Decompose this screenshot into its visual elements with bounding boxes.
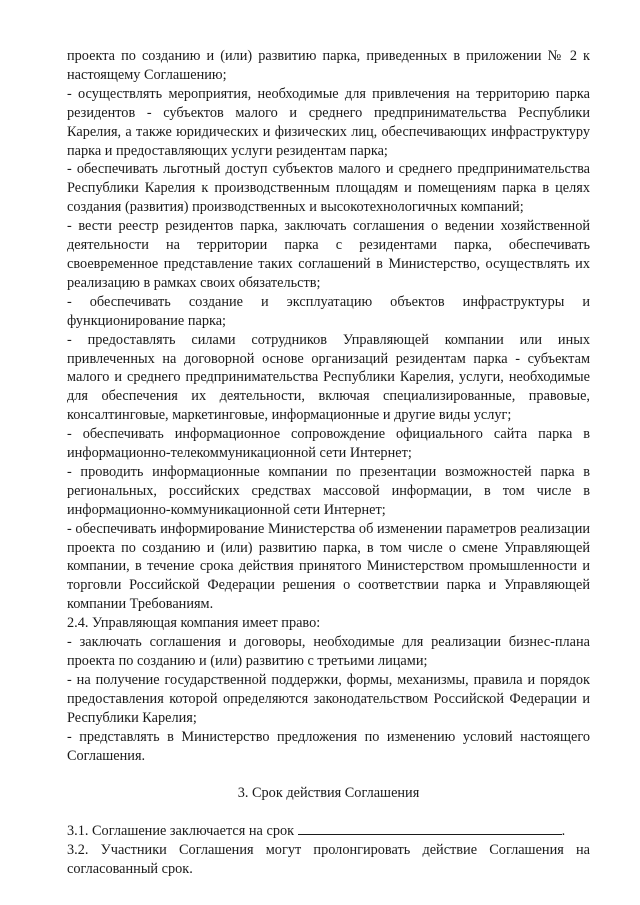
paragraph: - обеспечивать льготный доступ субъектов малого и среднего предпринимательства Республики Карелия к производственным площадям и помещениям парка в целях создания (развития) производственных и высокотехнологичных компаний; <box>67 161 590 216</box>
paragraph: - осуществлять мероприятия, необходимые для привлечения на территорию парка резидентов - субъектов малого и среднего предпринимательства Республики Карелия, а также юридических и физических лиц, обеспечивающих инфраструктуру парка и предоставляющих услуги резидентам парка; <box>67 85 590 159</box>
paragraph: проекта по созданию и (или) развитию парка, приведенных в приложении № 2 к настоящему Соглашению; <box>67 48 590 83</box>
paragraph: - заключать соглашения и договоры, необходимые для реализации бизнес-плана проекта по созданию и (или) развитию с третьими лицами; <box>67 634 590 669</box>
section-heading: 3. Срок действия Соглашения <box>237 785 420 802</box>
paragraph: - проводить информационные компании по презентации возможностей парка в региональных, российских средствах массовой информации, в том числе в информационно-коммуникационной сети Интернет; <box>67 463 590 518</box>
term-period: . <box>561 823 566 840</box>
document-page <box>67 47 590 879</box>
paragraph: 2.4. Управляющая компания имеет право: <box>67 615 321 632</box>
paragraph: - обеспечивать информационное сопровождение официального сайта парка в информационно-телекоммуникационной сети Интернет; <box>67 426 590 462</box>
paragraph: - вести реестр резидентов парка, заключать соглашения о ведении хозяйственной деятельности на территории парка с резидентами парка, обеспечивать своевременное представление таких соглашений в Министерство, осуществлять их реализацию в рамках своих обязательств; <box>67 218 590 291</box>
term-label: 3.1. Соглашение заключается на срок <box>67 823 295 840</box>
paragraph: - представлять в Министерство предложения по изменению условий настоящего Соглашения. <box>67 728 590 764</box>
paragraph: - на получение государственной поддержки, формы, механизмы, правила и порядок предоставления которой определяются законодательством Российской Федерации и Республики Карелия; <box>67 671 590 726</box>
paragraph: 3.2. Участники Соглашения могут пролонгировать действие Соглашения на согласованный срок. <box>67 842 590 878</box>
paragraph: - обеспечивать информирование Министерства об изменении параметров реализации проекта по созданию и (или) развитию парка, в том числе о смене Управляющей компании, в течение срока действия принятого Министерством промышленности и торговли Российской Федерации решения о соответствии парка и Управляющей компании Требованиям. <box>67 520 590 613</box>
paragraph: - обеспечивать создание и эксплуатацию объектов инфраструктуры и функционирование парка; <box>67 293 590 329</box>
term-blank-line <box>298 822 562 835</box>
paragraph: - предоставлять силами сотрудников Управляющей компании или иных привлеченных на договорной основе организаций резидентам парка - субъектам малого и среднего предпринимательства Республики Карелия, услуги, необходимые для обеспечения их деятельности, включая специализированные, правовые, консалтинговые, маркетинговые, информационные и другие виды услуг; <box>67 331 590 424</box>
term-paragraph <box>67 822 590 841</box>
